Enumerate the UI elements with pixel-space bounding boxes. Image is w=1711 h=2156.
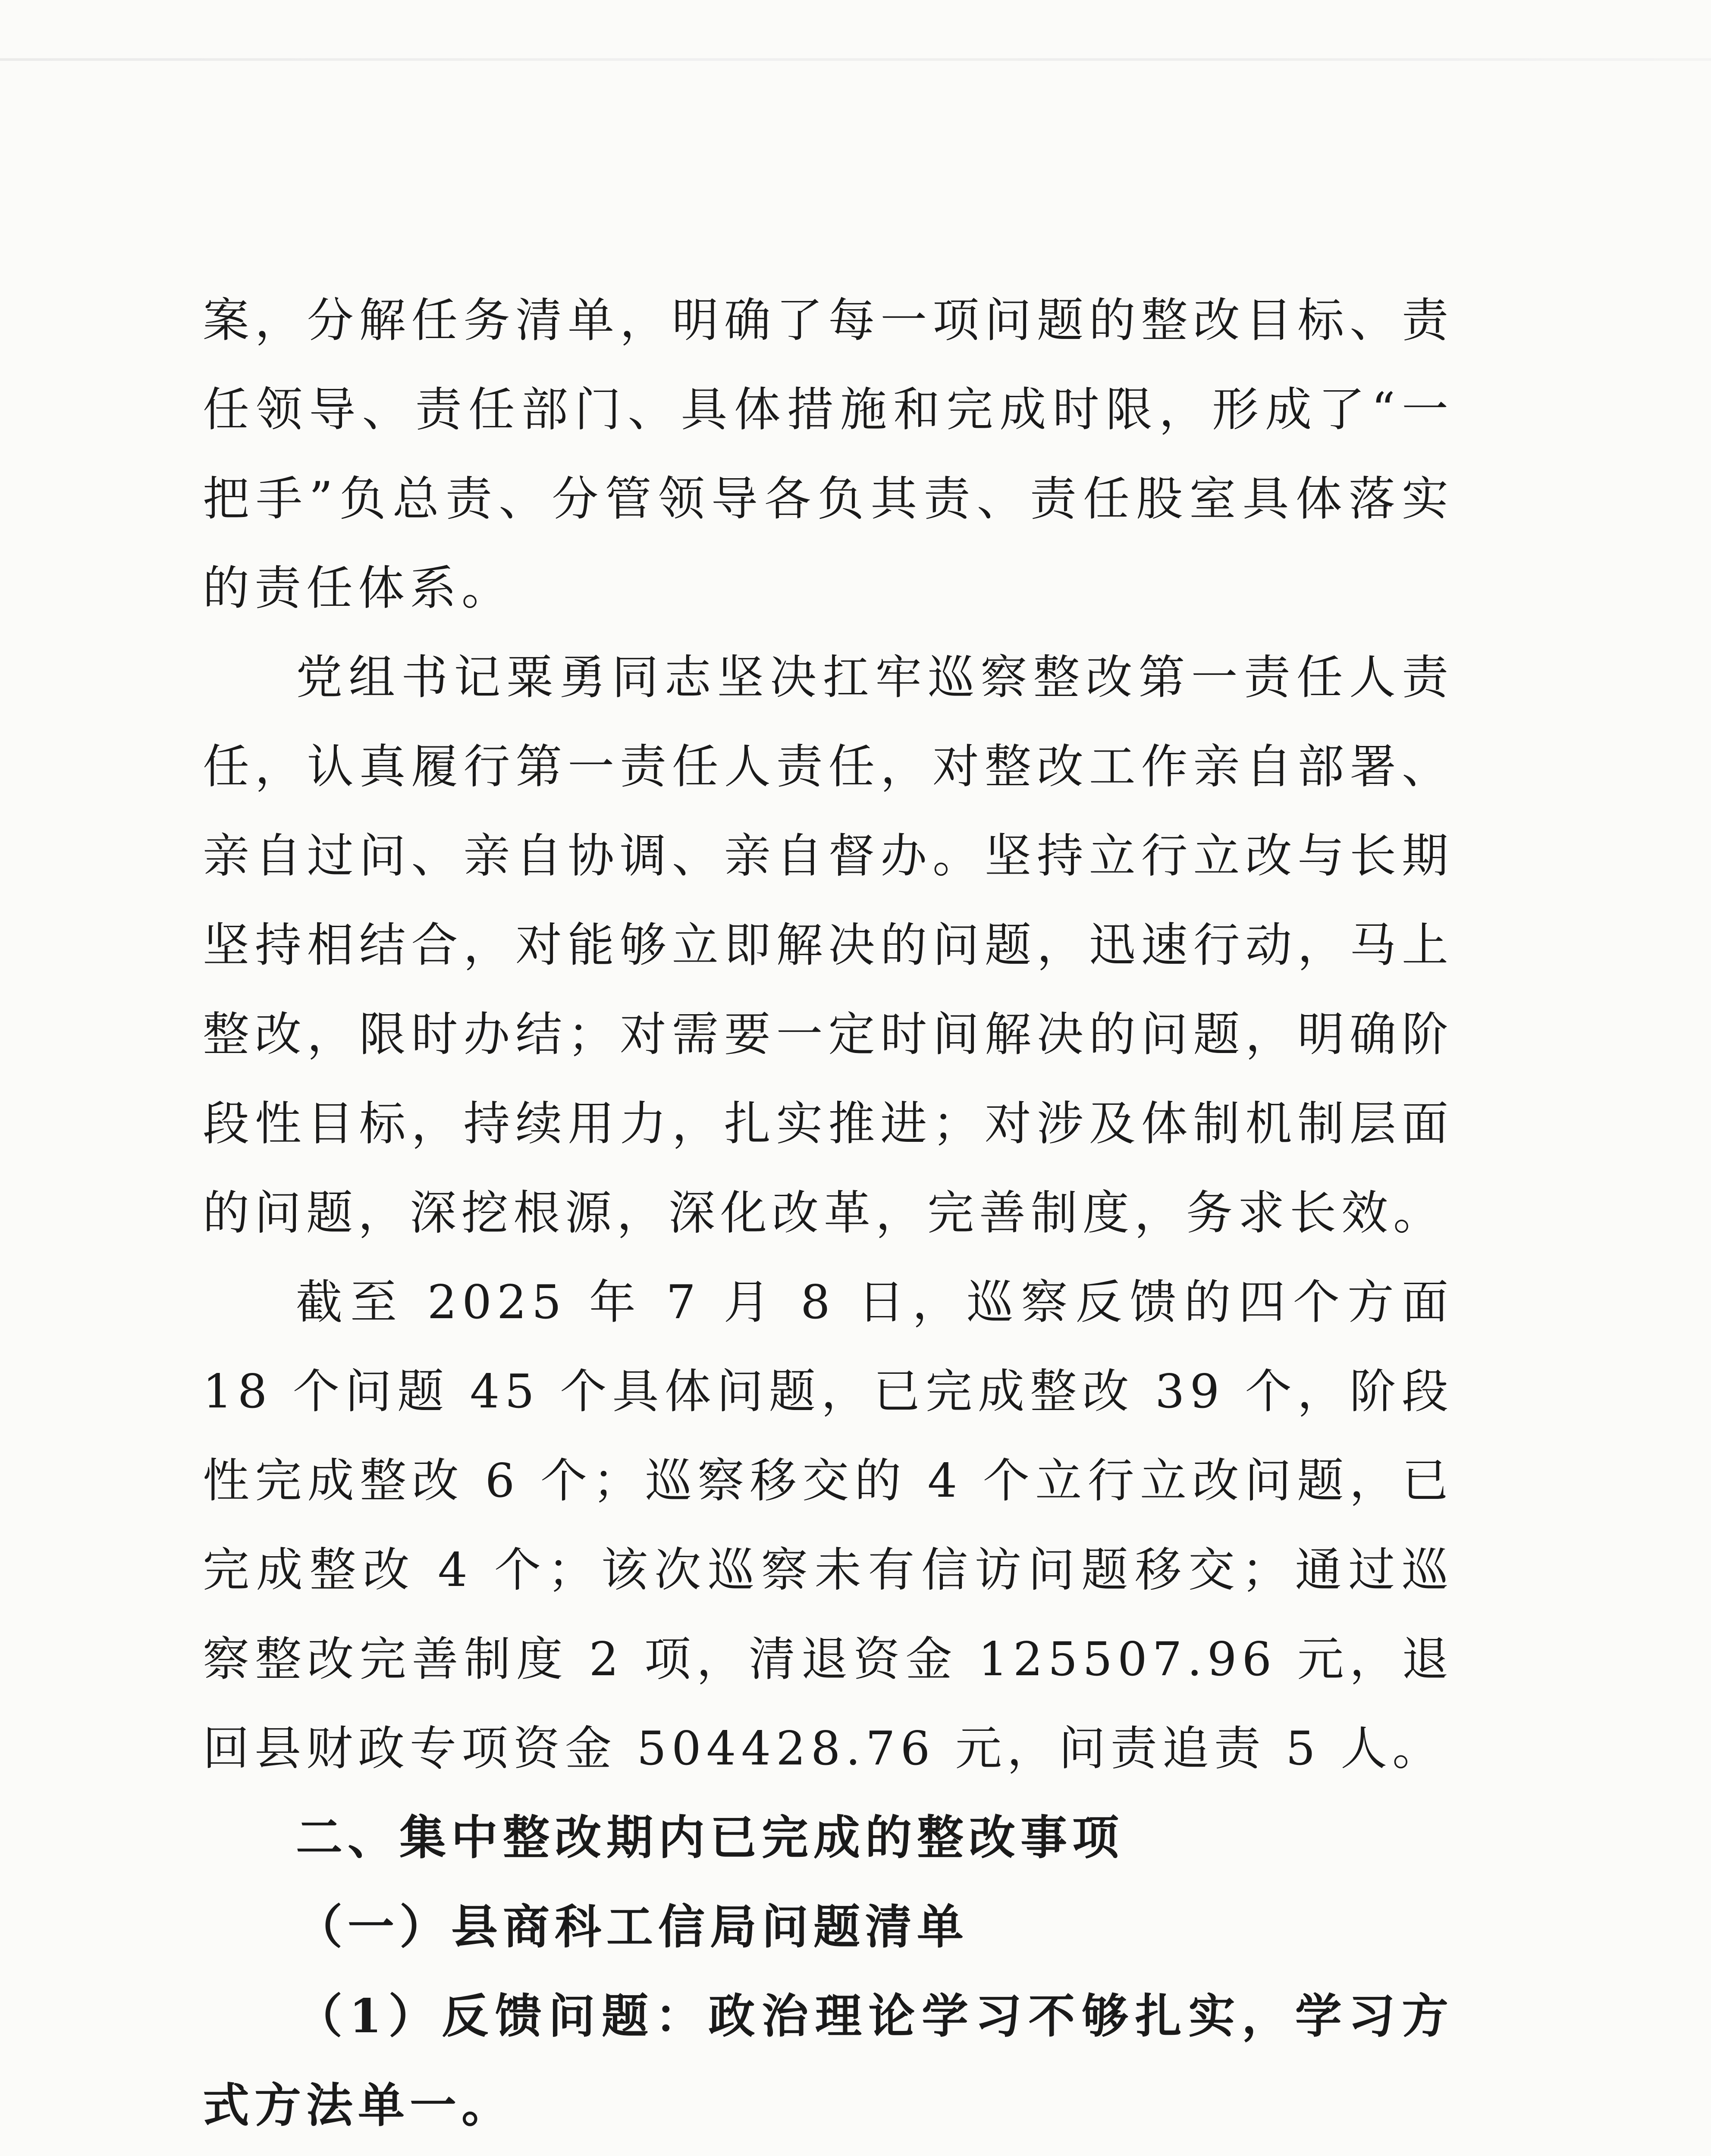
paragraph-progress-summary: 截至 2025 年 7 月 8 日，巡察反馈的四个方面 18 个问题 45 个具体问题，已完成整改 39 个，阶段性完成整改 6 个；巡察移交的 4 个立行立改问题，已完成整改 4 个；该次巡察未有信访问题移交；通过巡察整改完善制度 2 项，清退资金 125507.96 元，退回县财政专项资金 504428.76 元，问责追责 5 人。 [203, 1275, 1454, 1776]
section-heading-completed-items: 二、集中整改期内已完成的整改事项 [296, 1811, 1124, 1865]
feedback-issue [203, 1972, 1454, 2150]
document-body [203, 276, 1454, 2156]
subsection-heading-problem-list: （一）县商科工信局问题清单 [296, 1900, 969, 1954]
paragraph-responsibility-system: 案，分解任务清单，明确了每一项问题的整改目标、责任领导、责任部门、具体措施和完成时限，形成了“一把手”负总责、分管领导各负其责、责任股室具体落实的责任体系。 [203, 294, 1454, 615]
issue-1 [203, 2150, 1454, 2156]
paragraph-party-secretary: 党组书记粟勇同志坚决扛牢巡察整改第一责任人责任，认真履行第一责任人责任，对整改工作亲自部署、亲自过问、亲自协调、亲自督办。坚持立行立改与长期坚持相结合，对能够立即解决的问题，迅速行动，马上整改，限时办结；对需要一定时间解决的问题，明确阶段性目标，持续用力，扎实推进；对涉及体制机制层面的问题，深挖根源，深化改革，完善制度，务求长效。 [203, 651, 1454, 1240]
feedback-issue-text: （1）反馈问题：政治理论学习不够扎实，学习方式方法单一。 [203, 1989, 1454, 2133]
scan-artifact-line [0, 58, 1711, 61]
